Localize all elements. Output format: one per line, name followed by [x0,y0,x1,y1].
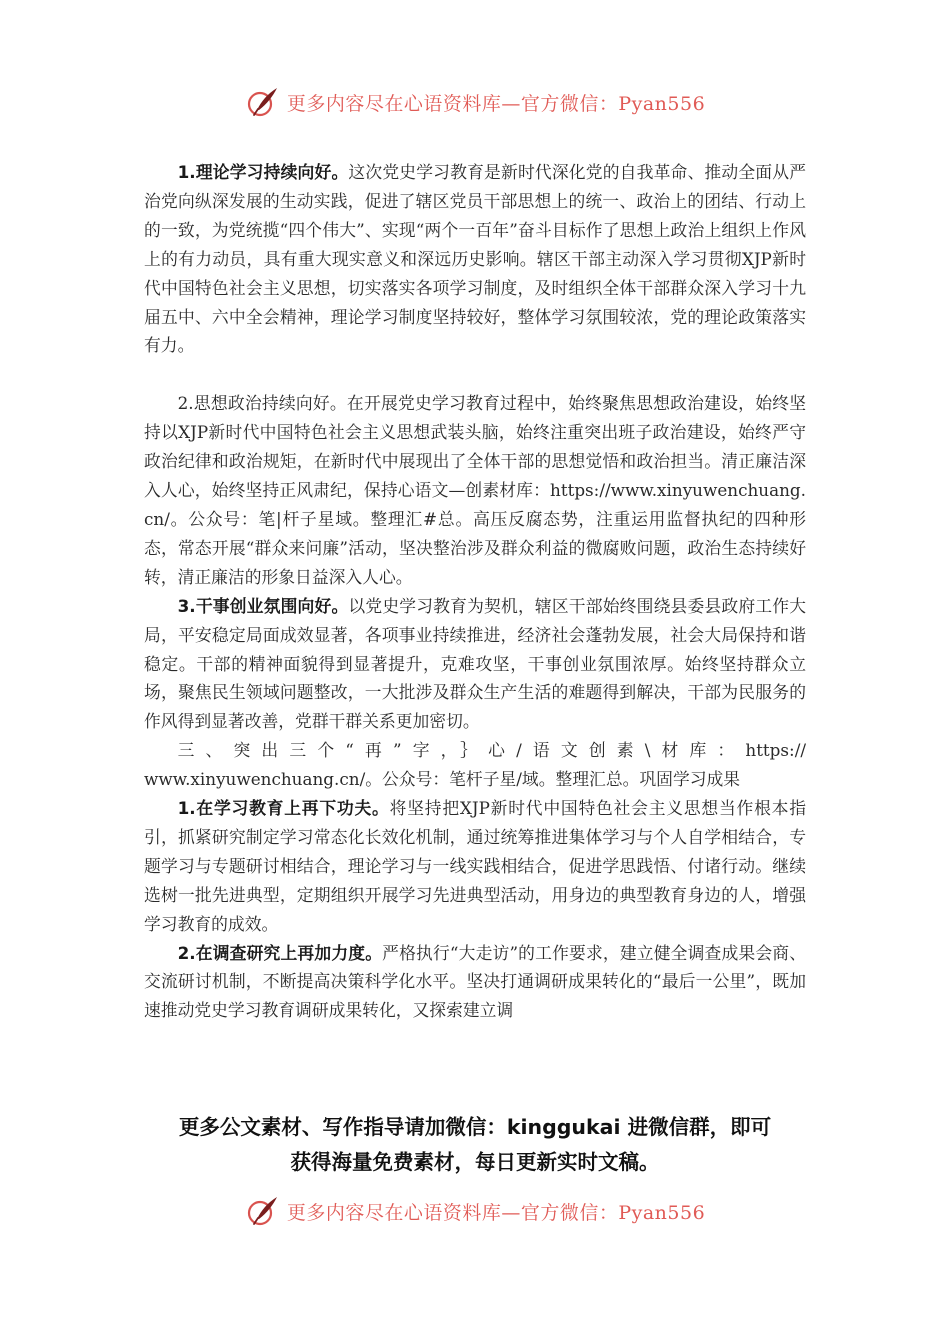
promo-note [0,1110,950,1180]
paragraph-text: 以党史学习教育为契机，辖区干部始终围绕县委县政府工作大局，平安稳定局面成效显著，各项事业持续推进，经济社会蓬勃发展，社会大局保持和谐稳定。干部的精神面貌得到显著提升，克难攻坚，干事创业氛围浓厚。始终坚持群众立场，聚焦民生领域问题整改，一大批涉及群众生产生活的难题得到解决，干部为民服务的作风得到显著改善，党群干群关系更加密切。 [144,595,806,732]
section-heading-three [144,736,806,765]
paragraph-ideology-politics [144,389,806,591]
paragraph-text: 这次党史学习教育是新时代深化党的自我革命、推动全面从严治党向纵深发展的生动实践，促进了辖区党员干部思想上的统一、政治上的团结、行动上的一致，为党统揽“四个伟大”、实现“两个一百年”奋斗目标作了思想上政治上组织上作风上的有力动员，具有重大现实意义和深远历史影响。辖区干部主动深入学习贯彻XJP新时代中国特色社会主义思想，切实落实各项学习制度，及时组织全体干部群众深入学习十九届五中、六中全会精神，理论学习制度坚持较好，整体学习氛围较浓，党的理论政策落实有力。 [144,162,806,356]
paragraph-text: 将坚持把XJP新时代中国特色社会主义思想当作根本指引，抓紧研究制定学习常态化长效化机制，通过统筹推进集体学习与个人自学相结合，专题学习与专题研讨相结合，理论学习与一线实践相结合，促进学思践悟、付诸行动。继续选树一批先进典型，定期组织开展学习先进典型活动，用身边的典型教育身边的人，增强学习教育的成效。 [144,798,807,934]
promo-note-line1: 更多公文素材、写作指导请加微信：kinggukai 进微信群，即可 [178,1115,772,1139]
promo-note-line2: 获得海量免费素材，每日更新实时文稿。 [290,1150,660,1174]
footer-watermark [0,1193,950,1229]
paragraph-heading: 2.在调查研究上再加力度。 [177,942,383,963]
section-heading-line1: 三、突出三个“再”字，｝心/语文创素\材库：https:// [177,740,806,761]
paragraph-theory-study [144,158,806,360]
paragraph-heading: 3.干事创业氛围向好。 [177,595,349,616]
paragraph-heading: 1.在学习教育上再下功夫。 [177,798,390,819]
paragraph-heading: 1.理论学习持续向好。 [177,162,349,182]
quill-feather-logo-icon [245,84,281,120]
paragraph-text: 严格执行“大走访”的工作要求，建立健全调查成果会商、交流研讨机制，不断提高决策科学化水平。坚决打通调研成果转化的“最后一公里”，既加速推动党史学习教育调研成果转化，又探索建立调 [144,942,806,1021]
section-heading-line2: www.xinyuwenchuang.cn/。公众号：笔杆子星/域。整理汇总。巩固学习成果 [144,769,741,790]
watermark-text: 更多内容尽在心语资料库—官方微信：Pyan556 [286,92,706,115]
header-watermark [0,84,950,120]
paragraph-research-effort [144,939,806,1026]
paragraph-study-effort [144,794,806,939]
quill-feather-logo-icon [245,1193,281,1229]
paragraph-work-atmosphere [144,592,806,737]
document-body [144,158,806,1025]
paragraph-text: 2.思想政治持续向好。在开展党史学习教育过程中，始终聚焦思想政治建设，始终坚持以XJP新时代中国特色社会主义思想武装头脑，始终注重突出班子政治建设，始终严守政治纪律和政治规矩，在新时代中展现出了全体干部的思想觉悟和政治担当。清正廉洁深入人心，始终坚持正风肃纪，保持心语文—创素材库：https://www.xinyuwenchuang.cn/。公众号：笔|杆子星域。整理汇#总。高压反腐态势，注重运用监督执纪的四种形态，常态开展“群众来问廉”活动，坚决整治涉及群众利益的微腐败问题，政治生态持续好转，清正廉洁的形象日益深入人心。 [144,393,806,587]
watermark-text: 更多内容尽在心语资料库—官方微信：Pyan556 [286,1201,706,1224]
section-heading-three-cont [144,765,806,794]
